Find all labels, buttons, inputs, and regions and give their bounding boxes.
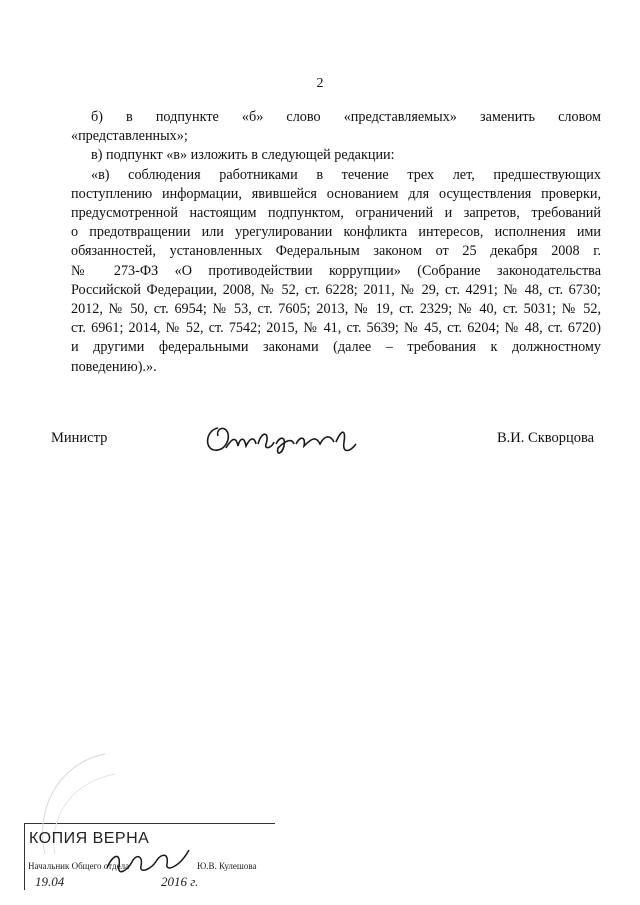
text-line: Российской Федерации, 2008, № 52, ст. 6228; 2011, № 29, ст. 4291; № 48, ст. 6730; [71,281,601,298]
signatory-position: Министр [51,430,108,446]
certification-stamp [24,823,275,890]
document-body [71,108,601,377]
paragraph-2: в) подпункт «в» изложить в следующей редакции: [91,147,395,164]
text-line: и другими федеральными законами (далее – требования к должностному [71,339,601,356]
paragraph-1 [71,108,601,146]
stamp-official-name: Ю.В. Кулешова [197,861,257,871]
signatory-name: В.И. Скворцова [497,430,595,446]
text-line: «в) соблюдения работниками в течение трех лет, предшествующих [91,166,601,183]
stamp-date-year: 2016 г. [161,874,199,889]
text-line: обязанностей, установленных Федеральным законом от 25 декабря 2008 г. [71,243,601,260]
stamp-title: КОПИЯ ВЕРНА [29,830,150,847]
text-line: б) в подпункте «б» слово «представляемых» заменить словом [91,109,601,125]
text-line: № 273-ФЗ «О противодействии коррупции» (Собрание законодательства [71,262,601,279]
signature-row [0,430,640,470]
paragraph-3 [71,166,601,377]
text-line: 2012, № 50, ст. 6954; № 53, ст. 7605; 2013, № 19, ст. 2329; № 40, ст. 5031; № 52, [71,301,601,318]
handwritten-signature [196,408,366,468]
text-line: поведению).». [71,358,157,375]
page-number: 2 [316,76,324,91]
text-line: «представленных»; [71,128,188,145]
text-line: предусмотренной настоящим подпунктом, ограничений и запретов, требований [71,205,601,222]
stamp-date-day: 19.04 [35,874,65,889]
stamp-position: Начальник Общего отдела [28,861,130,871]
text-line: о предотвращении или урегулировании конфликта интересов, исполнения ими [71,224,601,241]
text-line: ст. 6961; 2014, № 52, ст. 7542; 2015, № 41, ст. 5639; № 45, ст. 6204; № 48, ст. 6720) [71,320,601,337]
text-line: поступлению информации, явившейся основанием для осуществления проверки, [71,185,601,202]
